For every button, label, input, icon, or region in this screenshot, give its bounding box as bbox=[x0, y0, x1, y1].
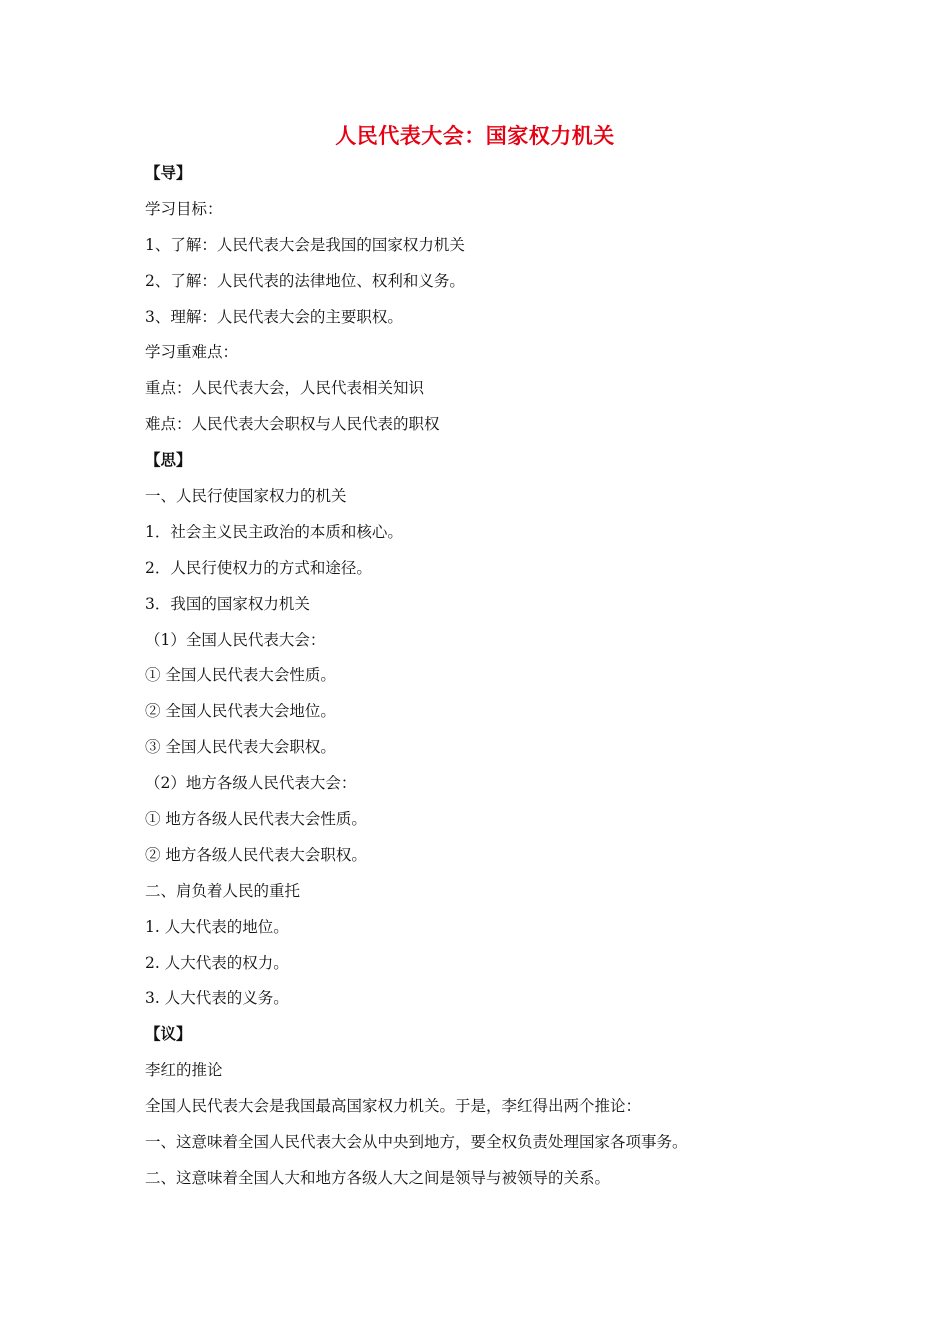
text-line: 1、了解：人民代表大会是我国的国家权力机关 bbox=[145, 235, 465, 254]
text-line: 2、了解：人民代表的法律地位、权利和义务。 bbox=[145, 271, 465, 290]
text-line: ② 地方各级人民代表大会职权。 bbox=[145, 845, 367, 864]
text-line: 3、理解：人民代表大会的主要职权。 bbox=[145, 307, 403, 326]
text-line: 3. 人大代表的义务。 bbox=[145, 989, 289, 1008]
document-body bbox=[145, 160, 825, 1201]
text-line: 二、肩负着人民的重托 bbox=[145, 881, 301, 900]
text-line: 2. 人大代表的权力。 bbox=[145, 953, 289, 972]
text-line: （2）地方各级人民代表大会： bbox=[145, 774, 357, 793]
text-line: 学习重难点： bbox=[145, 343, 239, 362]
text-line: 重点：人民代表大会，人民代表相关知识 bbox=[145, 379, 425, 398]
text-line: 李红的推论 bbox=[145, 1061, 223, 1080]
text-line: 3．我国的国家权力机关 bbox=[145, 594, 310, 613]
page-title: 人民代表大会：国家权力机关 bbox=[335, 123, 615, 148]
text-line: 2．人民行使权力的方式和途径。 bbox=[145, 558, 372, 577]
section-heading: 【议】 bbox=[145, 1024, 192, 1044]
text-line: 学习目标： bbox=[145, 199, 223, 218]
text-line: 一、人民行使国家权力的机关 bbox=[145, 487, 347, 506]
text-line: 1．社会主义民主政治的本质和核心。 bbox=[145, 522, 403, 541]
text-line: 1. 人大代表的地位。 bbox=[145, 917, 289, 936]
section-heading: 【导】 bbox=[145, 163, 192, 182]
text-line: （1）全国人民代表大会： bbox=[145, 630, 326, 649]
text-line: 二、这意味着全国人大和地方各级人大之间是领导与被领导的关系。 bbox=[145, 1168, 611, 1187]
text-line: ① 全国人民代表大会性质。 bbox=[145, 666, 336, 685]
text-line: ① 地方各级人民代表大会性质。 bbox=[145, 810, 367, 829]
text-line: 全国人民代表大会是我国最高国家权力机关。于是，李红得出两个推论： bbox=[145, 1097, 642, 1116]
text-line: ② 全国人民代表大会地位。 bbox=[145, 702, 336, 721]
text-line: 难点：人民代表大会职权与人民代表的职权 bbox=[145, 415, 440, 434]
text-line: ③ 全国人民代表大会职权。 bbox=[145, 738, 336, 757]
section-heading: 【思】 bbox=[145, 450, 192, 470]
text-line: 一、这意味着全国人民代表大会从中央到地方，要全权负责处理国家各项事务。 bbox=[145, 1133, 688, 1152]
